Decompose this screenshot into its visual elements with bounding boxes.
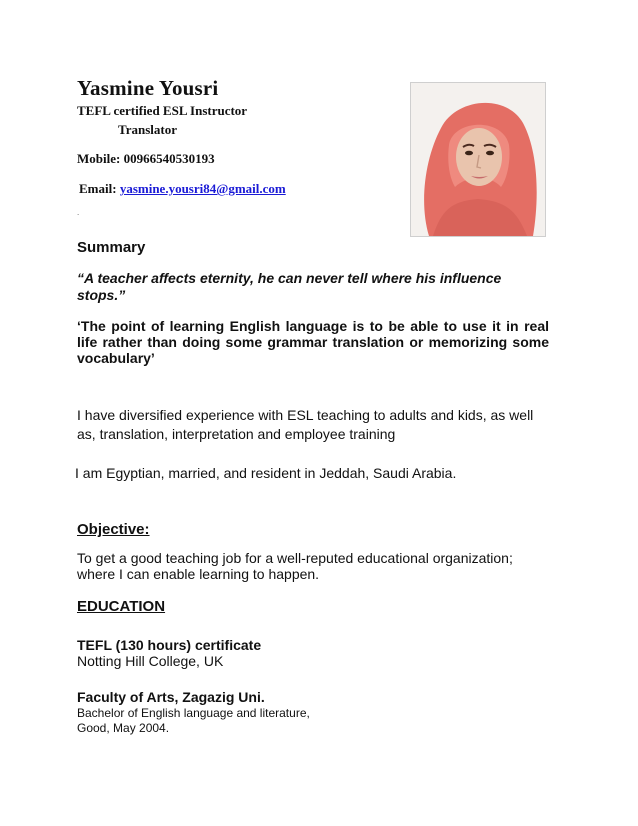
- profile-photo: [410, 82, 546, 237]
- objective-text: To get a good teaching job for a well-reputed educational organization; where I can enable learning to happen.: [77, 550, 513, 582]
- education-item-title: TEFL (130 hours) certificate: [77, 637, 262, 653]
- education-item-degree: Bachelor of English language and literature,: [77, 706, 310, 720]
- personal-info-paragraph: I am Egyptian, married, and resident in Jeddah, Saudi Arabia.: [75, 465, 457, 481]
- email-line: [79, 181, 286, 197]
- education-item-institution: Notting Hill College, UK: [77, 653, 224, 669]
- email-link[interactable]: yasmine.yousri84@gmail.com: [119, 181, 286, 196]
- summary-quote-1: “A teacher affects eternity, he can never tell where his influence stops.”: [77, 270, 502, 303]
- education-item: [77, 637, 261, 669]
- education-item-grade: Good, May 2004.: [77, 721, 170, 735]
- education-heading: EDUCATION: [77, 598, 166, 615]
- job-title: TEFL certified ESL Instructor: [77, 103, 248, 118]
- objective-heading: Objective:: [77, 521, 150, 538]
- education-item-title: Faculty of Arts, Zagazig Uni.: [77, 689, 265, 705]
- mobile-number: Mobile: 00966540530193: [77, 151, 215, 166]
- summary-quote-2: ‘The point of learning English language is to be able to use it in real life rather than doing some grammar translation or memorizing some vocabulary’: [77, 318, 549, 366]
- stray-dot: .: [77, 208, 80, 217]
- education-item: [77, 689, 310, 736]
- candidate-name: Yasmine Yousri: [77, 76, 219, 100]
- summary-heading: Summary: [77, 239, 146, 256]
- experience-paragraph: I have diversified experience with ESL teaching to adults and kids, as well as, translation, interpretation and employee training: [77, 407, 534, 442]
- email-label: Email:: [79, 181, 117, 196]
- job-title-secondary: Translator: [118, 122, 177, 137]
